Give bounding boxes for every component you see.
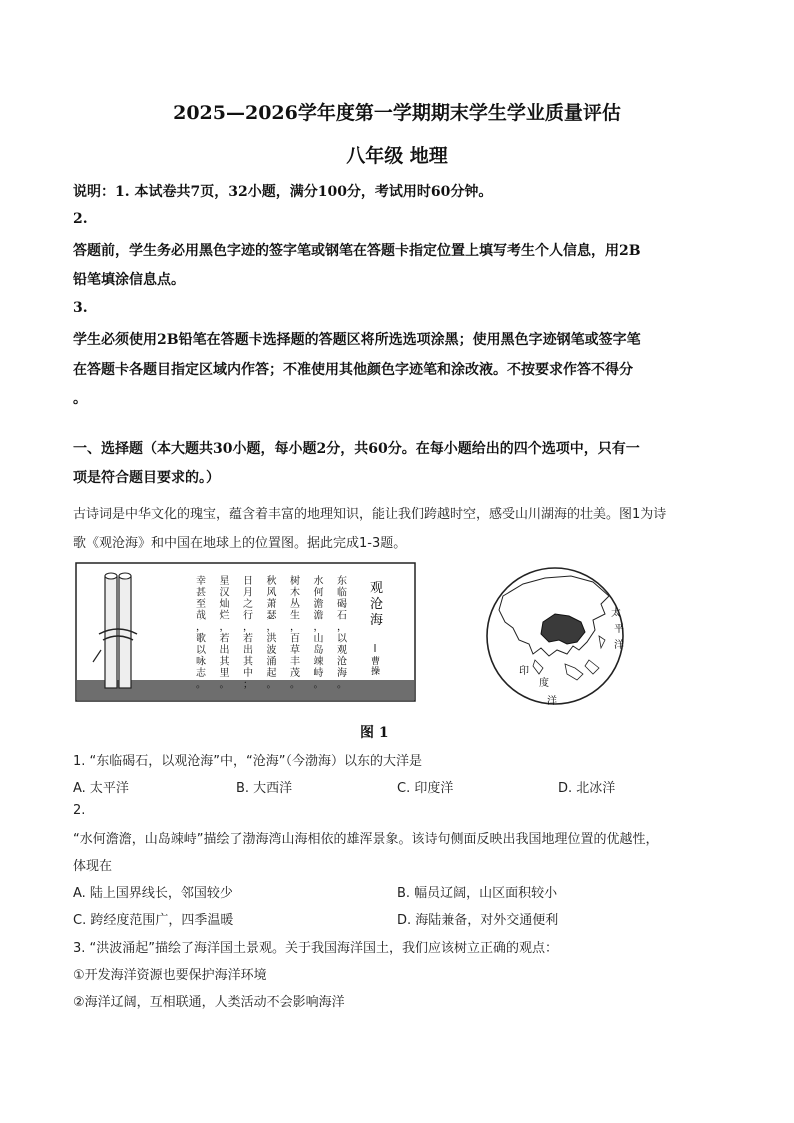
figure-caption: 图 1 <box>360 725 389 741</box>
poem-column: 水何澹澹，山岛竦峙。 <box>313 576 324 691</box>
instruction-number-2: 2. <box>73 211 88 227</box>
q2-option-a: A. 陆上国界线长，邻国较少 <box>73 886 233 901</box>
poem-title: 观沧海 <box>370 581 384 628</box>
q2-option-c: C. 跨经度范围广，四季温暖 <box>73 913 234 928</box>
question-2-stem-2: 体现在 <box>73 859 113 874</box>
globe-figure <box>483 556 633 721</box>
question-1-stem: 1. “东临碣石，以观沧海”中，“沧海”（今渤海）以东的大洋是 <box>73 754 422 769</box>
q1-option-a: A. 太平洋 <box>73 781 129 796</box>
question-3-stem: 3. “洪波涌起”描绘了海洋国土景观。关于我国海洋国土，我们应该树立正确的观点： <box>73 941 559 956</box>
instruction-line-3c: 。 <box>73 391 87 407</box>
section-heading-line-1: 一、选择题（本大题共30小题，每小题2分，共60分。在每小题给出的四个选项中，只有一 <box>73 441 640 457</box>
poem-column: 日月之行，若出其中； <box>243 576 253 691</box>
instruction-line-2b: 铅笔填涂信息点。 <box>73 272 185 288</box>
instruction-line-3b: 在答题卡各题目指定区域内作答；不准使用其他颜色字迹笔和涂改液。不按要求作答不得分 <box>73 362 633 378</box>
q3-item-1: ①开发海洋资源也要保护海洋环境 <box>73 968 267 983</box>
q3-item-2: ②海洋辽阔，互相联通，人类活动不会影响海洋 <box>73 995 345 1010</box>
exam-subtitle: 八年级 地理 <box>346 145 448 167</box>
ocean-label-char: 印 <box>519 666 529 677</box>
exam-title: 2025—2026学年度第一学期期末学生学业质量评估 <box>173 102 621 124</box>
question-2-number: 2. <box>73 803 86 818</box>
ocean-label-char: 平 <box>614 624 624 635</box>
intro-line-1: 古诗词是中华文化的瑰宝，蕴含着丰富的地理知识，能让我们跨越时空，感受山川湖海的壮美。图1为诗 <box>73 507 667 522</box>
poem-column: 树木丛生，百草丰茂。 <box>290 576 300 691</box>
instruction-line-1: 说明：1. 本试卷共7页，32小题，满分100分，考试用时60分钟。 <box>73 184 493 200</box>
poem-column: 秋风萧瑟，洪波涌起。 <box>266 576 277 691</box>
poem-author: 曹操 <box>371 657 381 677</box>
poem-column: 幸甚至哉，歌以咏志。 <box>196 576 206 691</box>
intro-line-2: 歌《观沧海》和中国在地球上的位置图。据此完成1-3题。 <box>73 536 407 551</box>
instruction-number-3: 3. <box>73 300 88 316</box>
q1-option-c: C. 印度洋 <box>397 781 454 796</box>
poem-column: 星汉灿烂，若出其里。 <box>219 576 230 691</box>
q2-option-d: D. 海陆兼备，对外交通便利 <box>397 913 559 928</box>
poem-column: 东临碣石，以观沧海。 <box>337 576 347 691</box>
ocean-label-char: 洋 <box>547 696 557 707</box>
section-heading-line-2: 项是符合题目要求的。） <box>73 470 220 486</box>
q1-option-b: B. 大西洋 <box>236 781 293 796</box>
instruction-line-2a: 答题前，学生务必用黑色字迹的签字笔或钢笔在答题卡指定位置上填写考生个人信息，用2B <box>73 243 641 259</box>
instruction-line-3a: 学生必须使用2B铅笔在答题卡选择题的答题区将所选选项涂黑；使用黑色字迹钢笔或签字笔 <box>73 332 641 348</box>
ocean-label-char: 洋 <box>614 640 624 651</box>
ocean-label-char: 度 <box>539 678 549 689</box>
poem-figure <box>75 562 416 702</box>
q1-option-d: D. 北冰洋 <box>558 781 616 796</box>
ocean-label-char: 太 <box>611 608 621 619</box>
question-2-stem-1: “水何澹澹，山岛竦峙”描绘了渤海湾山海相依的雄浑景象。该诗句侧面反映出我国地理位置的优越性， <box>73 832 659 847</box>
q2-option-b: B. 幅员辽阔，山区面积较小 <box>397 886 558 901</box>
